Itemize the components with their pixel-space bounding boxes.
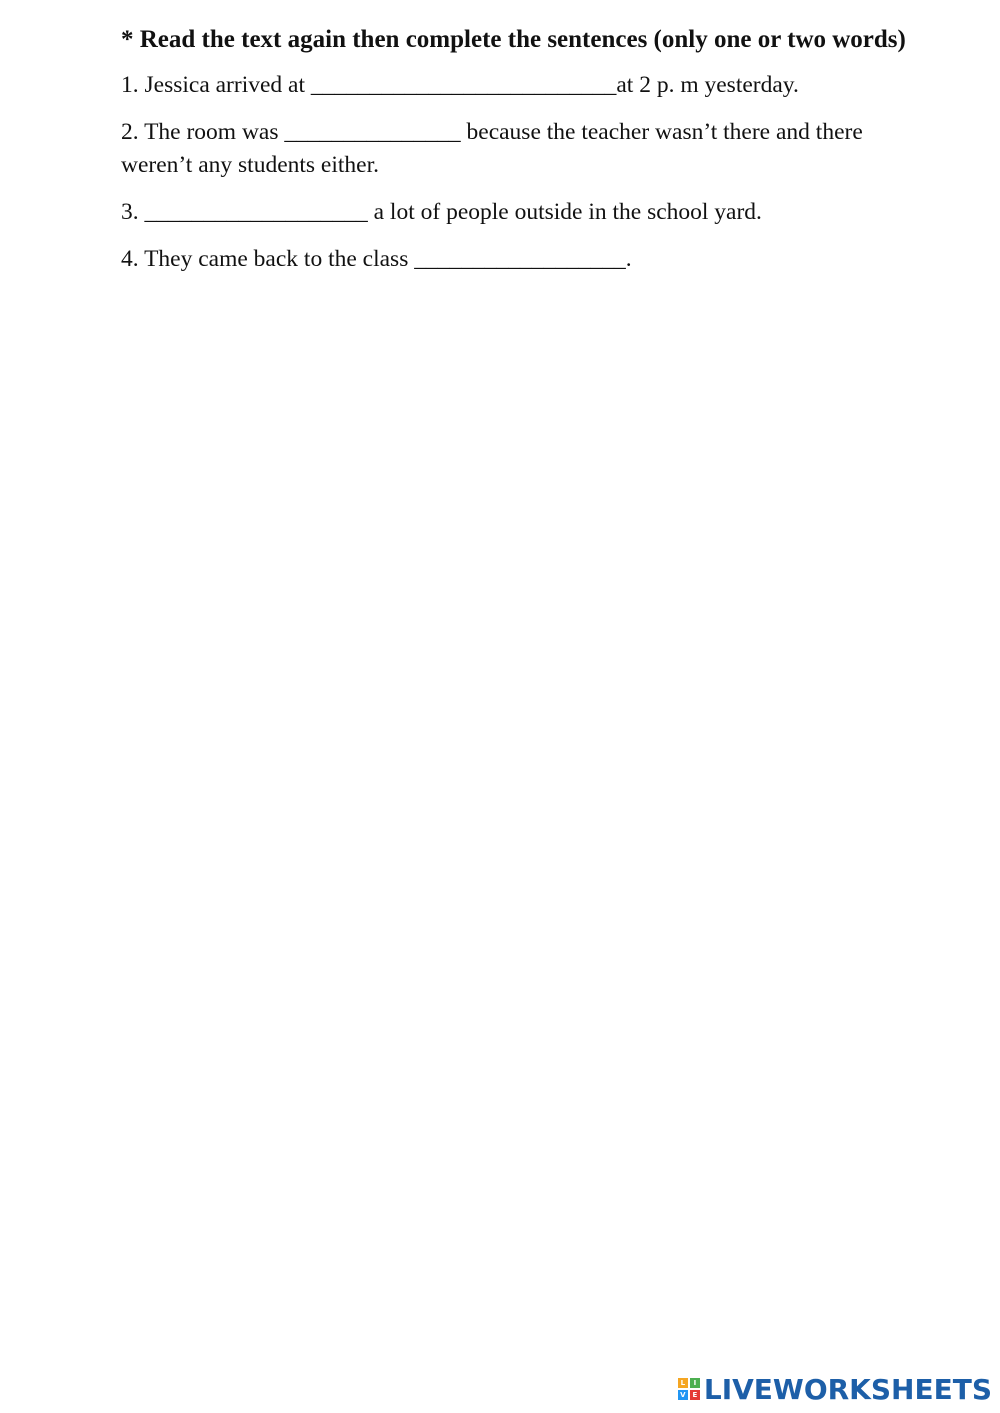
logo-letter-i: I <box>690 1378 700 1388</box>
logo-letter-l: L <box>678 1378 688 1388</box>
liveworksheets-logo-icon <box>678 1378 700 1400</box>
logo-letter-v: V <box>678 1390 688 1400</box>
sentence-item-4: 4. They came back to the class __________________. <box>121 246 632 272</box>
sentence-item-2: 2. The room was _______________ because the teacher wasn’t there and there weren’t any students either. <box>121 119 869 178</box>
logo-letter-e: E <box>690 1390 700 1400</box>
liveworksheets-watermark <box>678 1371 992 1407</box>
instruction-heading: * Read the text again then complete the sentences (only one or two words) <box>121 26 906 53</box>
sentence-item-1: 1. Jessica arrived at __________________________at 2 p. m yesterday. <box>121 72 799 98</box>
brand-name: LIVEWORKSHEETS <box>703 1372 992 1406</box>
sentence-item-3: 3. ___________________ a lot of people outside in the school yard. <box>121 199 762 225</box>
worksheet <box>121 22 921 290</box>
